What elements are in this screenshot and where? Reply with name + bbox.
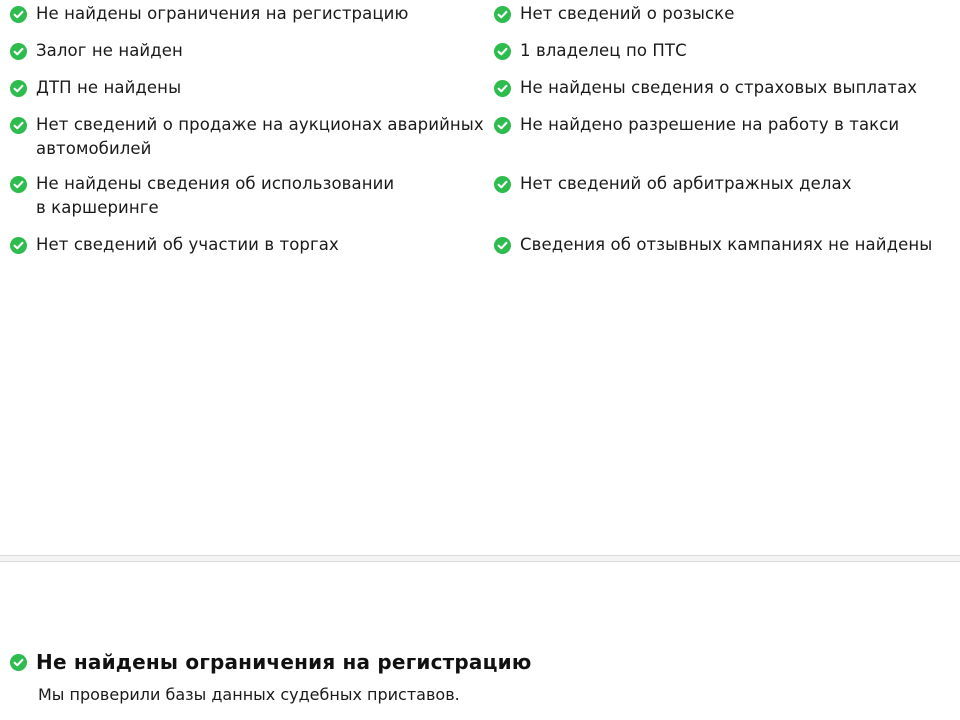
check-circle-icon xyxy=(494,6,511,23)
check-item-recall-campaigns xyxy=(494,231,950,268)
check-circle-icon xyxy=(10,80,27,97)
check-label: Не найдено разрешение на работу в такси xyxy=(520,115,900,134)
check-circle-icon xyxy=(10,237,27,254)
check-label: Нет сведений о розыске xyxy=(520,4,735,23)
check-item-carsharing xyxy=(10,170,494,231)
check-item-pledge xyxy=(10,37,494,74)
check-circle-icon xyxy=(10,176,27,193)
check-item-salvage-auctions xyxy=(10,111,494,170)
check-item-registration-restrictions xyxy=(10,0,494,37)
check-label: Залог не найден xyxy=(36,41,183,60)
check-circle-icon xyxy=(494,237,511,254)
detail-title: Не найдены ограничения на регистрацию xyxy=(36,650,532,674)
check-circle-icon xyxy=(494,176,511,193)
check-label: Нет сведений об арбитражных делах xyxy=(520,174,852,193)
checks-grid xyxy=(10,0,950,268)
check-circle-icon xyxy=(494,43,511,60)
check-item-arbitration xyxy=(494,170,950,231)
check-item-owners xyxy=(494,37,950,74)
check-item-wanted xyxy=(494,0,950,37)
check-item-insurance-payouts xyxy=(494,74,950,111)
detail-description: Мы проверили базы данных судебных приставов. xyxy=(38,685,460,704)
check-circle-icon xyxy=(494,80,511,97)
check-circle-icon xyxy=(494,117,511,134)
check-label: Нет сведений о продаже на аукционах аварийных автомобилей xyxy=(36,115,484,158)
check-label: 1 владелец по ПТС xyxy=(520,41,687,60)
check-label: Не найдены сведения об использовании в каршеринге xyxy=(36,174,395,217)
check-circle-icon xyxy=(10,6,27,23)
check-label: Нет сведений об участии в торгах xyxy=(36,235,339,254)
check-label: Сведения об отзывных кампаниях не найдены xyxy=(520,235,933,254)
detail-section xyxy=(10,648,950,706)
check-item-auctions-participation xyxy=(10,231,494,268)
section-divider xyxy=(0,555,960,562)
check-circle-icon xyxy=(10,654,27,671)
check-circle-icon xyxy=(10,43,27,60)
check-item-taxi-permit xyxy=(494,111,950,170)
check-label: Не найдены ограничения на регистрацию xyxy=(36,4,409,23)
detail-header xyxy=(10,648,950,676)
check-label: Не найдены сведения о страховых выплатах xyxy=(520,78,918,97)
check-label: ДТП не найдены xyxy=(36,78,182,97)
check-item-accidents xyxy=(10,74,494,111)
check-circle-icon xyxy=(10,117,27,134)
